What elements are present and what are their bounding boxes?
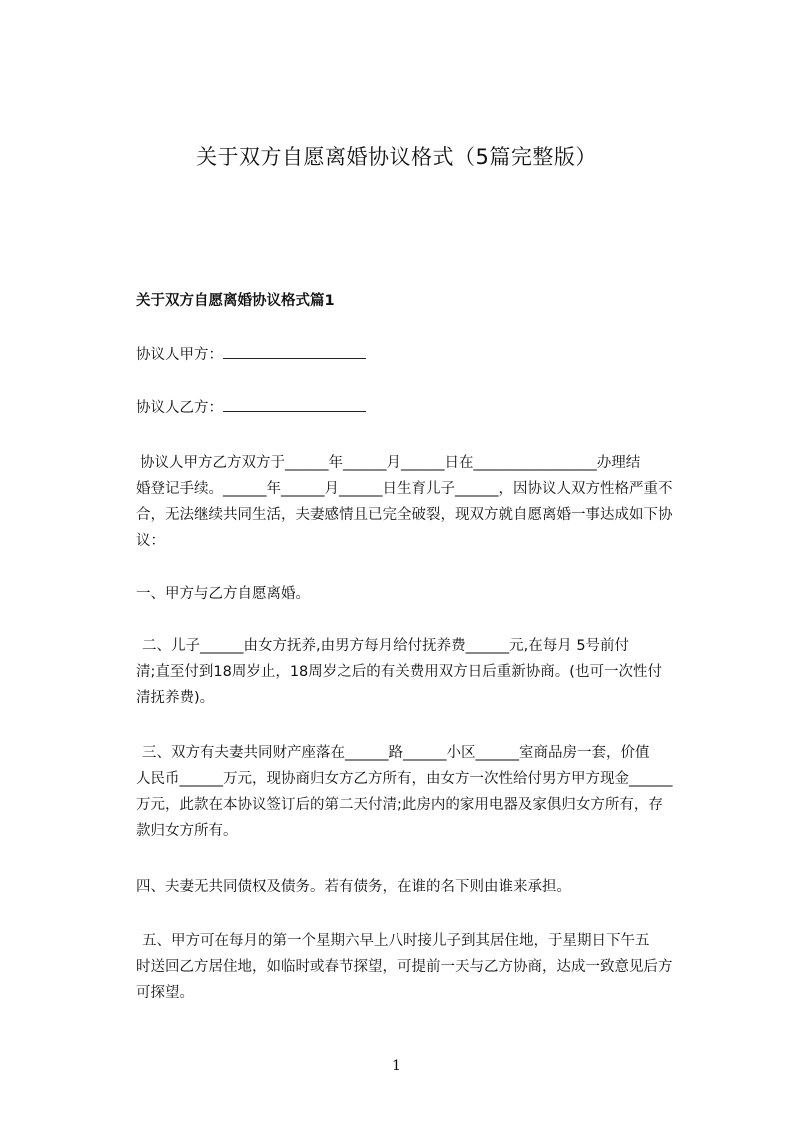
paragraph-intro [136, 450, 708, 554]
party-a-label: 协议人甲方： [136, 347, 223, 363]
paragraph-line: 可探望。 [136, 985, 194, 1001]
section-heading: 关于双方自愿离婚协议格式篇1 [136, 293, 335, 309]
document-title: 关于双方自愿离婚协议格式（5篇完整版） [196, 145, 597, 169]
paragraph-line: 婚登记手续。______年______月______日生育儿子______，因协议人双方性格严重不 [136, 481, 673, 497]
page-number: 1 [392, 1058, 401, 1074]
paragraph-line: 合，无法继续共同生活，夫妻感情且已完全破裂，现双方就自愿离婚一事达成如下协 [136, 507, 673, 523]
clause-4 [136, 874, 708, 900]
paragraph-line: 五、甲方可在每月的第一个星期六早上八时接儿子到其居住地，于星期日下午五 [142, 933, 650, 949]
paragraph-line: 万元，此款在本协议签订后的第二天付清;此房内的家用电器及家俱归女方所有，存 [136, 797, 663, 813]
clause-5 [136, 928, 708, 1006]
paragraph-line: 清抚养费)。 [136, 690, 215, 706]
paragraph-line: 二、儿子______由女方抚养,由男方每月给付抚养费______元,在每月 5号前付 [142, 638, 630, 654]
paragraph-line: 议： [136, 533, 165, 549]
paragraph-line: 清;直至付到18周岁止，18周岁之后的有关费用双方日后重新协商。(也可一次性付 [136, 664, 662, 680]
party-b-label: 协议人乙方： [136, 400, 223, 416]
paragraph-line: 四、夫妻无共同债权及债务。若有债务，在谁的名下则由谁来承担。 [136, 879, 571, 895]
paragraph-line: 一、甲方与乙方自愿离婚。 [136, 586, 310, 602]
paragraph-line: 时送回乙方居住地，如临时或春节探望，可提前一天与乙方协商，达成一致意见后方 [136, 959, 673, 975]
party-b-blank [223, 396, 366, 412]
clause-3 [136, 740, 708, 844]
paragraph-line: 三、双方有夫妻共同财产座落在______路______小区______室商品房一套，价值 [142, 745, 650, 761]
paragraph-line: 款归女方所有。 [136, 823, 238, 839]
clause-1 [136, 581, 708, 607]
paragraph-line: 协议人甲方乙方双方于______年______月______日在_________________办理结 [140, 455, 641, 471]
party-a-blank [223, 343, 366, 359]
paragraph-line: 人民币______万元，现协商归女方乙方所有，由女方一次性给付男方甲方现金______ [136, 771, 673, 787]
clause-2 [136, 633, 708, 711]
party-b-line [136, 396, 366, 419]
party-a-line [136, 343, 366, 366]
